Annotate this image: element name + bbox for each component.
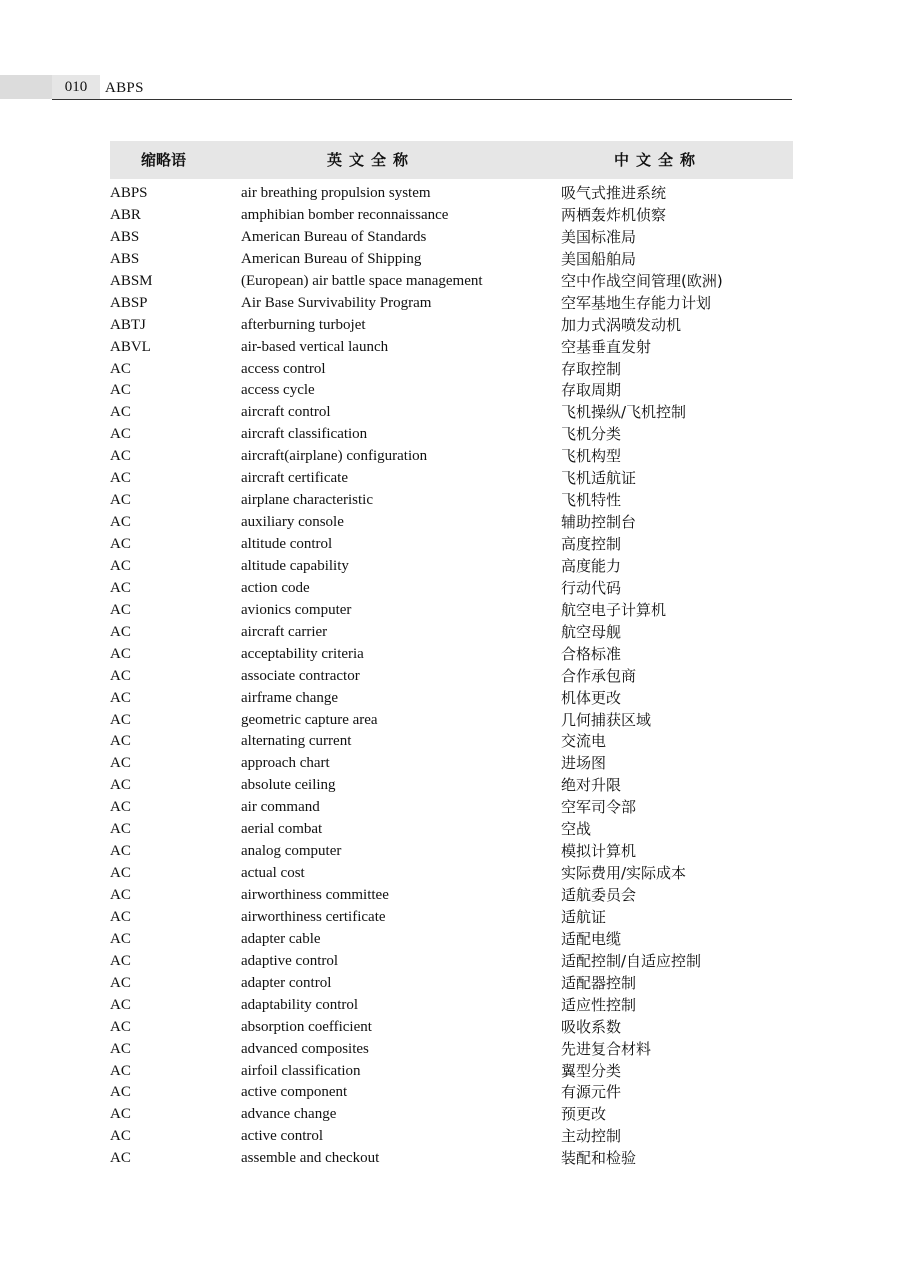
english-term-cell: absolute ceiling [241, 777, 336, 794]
english-term-cell: American Bureau of Standards [241, 228, 427, 245]
english-term-cell: advance change [241, 1106, 337, 1123]
chinese-term-cell: 存取周期 [561, 381, 622, 400]
table-row [110, 1016, 793, 1038]
table-row [110, 950, 793, 972]
chinese-term-cell: 存取控制 [561, 359, 622, 378]
table-row [110, 1125, 793, 1147]
english-term-cell: absorption coefficient [241, 1018, 372, 1035]
running-title: ABPS [105, 80, 144, 96]
english-term-cell: aircraft classification [241, 426, 368, 443]
english-term-cell: geometric capture area [241, 711, 378, 728]
table-row [110, 489, 793, 511]
chinese-term-cell: 实际费用/实际成本 [561, 864, 687, 883]
chinese-term-cell: 空战 [561, 820, 592, 839]
chinese-term-cell: 主动控制 [561, 1127, 622, 1146]
chinese-term-cell: 交流电 [561, 732, 607, 751]
table-row [110, 226, 793, 248]
table-row [110, 358, 793, 380]
abbreviation-cell: AC [110, 536, 131, 552]
chinese-term-cell: 空中作战空间管理(欧洲) [561, 271, 723, 290]
chinese-term-cell: 加力式涡喷发动机 [561, 315, 682, 334]
chinese-term-cell: 适航证 [561, 907, 607, 926]
english-term-cell: adapter control [241, 974, 332, 991]
abbreviation-cell: ABTJ [110, 316, 146, 333]
table-row [110, 1060, 793, 1082]
chinese-term-cell: 适配电缆 [561, 929, 622, 948]
chinese-term-cell: 适航委员会 [561, 886, 637, 904]
chinese-term-cell: 预更改 [561, 1105, 607, 1124]
english-term-cell: altitude capability [241, 557, 349, 574]
abbreviation-cell: AC [110, 557, 131, 574]
abbreviation-cell: AC [110, 1084, 131, 1101]
abbreviation-cell: ABR [110, 206, 141, 223]
english-term-cell: air command [241, 799, 320, 816]
chinese-term-cell: 美国船舶局 [561, 249, 637, 268]
table-row [110, 577, 793, 599]
table-row [110, 555, 793, 577]
abbreviation-cell: AC [110, 1062, 131, 1079]
table-row [110, 1038, 793, 1060]
chinese-term-cell: 适配器控制 [561, 973, 637, 992]
table-row [110, 730, 793, 752]
abbreviation-cell: AC [110, 996, 131, 1013]
chinese-term-cell: 两栖轰炸机侦察 [561, 205, 667, 224]
chinese-term-cell: 飞机适航证 [561, 469, 637, 488]
header-rule [52, 99, 792, 100]
english-term-cell: aircraft control [241, 404, 331, 421]
chinese-term-cell: 航空母舰 [561, 622, 622, 641]
abbreviation-cell: ABSM [110, 272, 153, 289]
english-term-cell: aerial combat [241, 821, 323, 838]
chinese-term-cell: 进场图 [561, 754, 607, 773]
table-row [110, 621, 793, 643]
abbreviation-cell: AC [110, 601, 131, 618]
abbreviation-cell: ABS [110, 228, 140, 245]
abbreviation-cell: AC [110, 360, 131, 377]
english-term-cell: (European) air battle space management [241, 272, 483, 289]
chinese-term-cell: 翼型分类 [561, 1061, 622, 1080]
chinese-term-cell: 机体更改 [561, 688, 622, 707]
english-term-cell: analog computer [241, 843, 342, 860]
table-row [110, 928, 793, 950]
table-row [110, 204, 793, 226]
abbreviation-cell: AC [110, 667, 131, 684]
english-term-cell: acceptability criteria [241, 645, 364, 662]
header-abbreviation: 缩略语 [141, 151, 187, 169]
abbreviation-cell: AC [110, 623, 131, 640]
table-row [110, 379, 793, 401]
english-term-cell: actual cost [241, 865, 305, 882]
table-row [110, 796, 793, 818]
table-row [110, 1103, 793, 1125]
table-row [110, 445, 793, 467]
english-term-cell: active control [241, 1128, 324, 1145]
table-row [110, 533, 793, 555]
english-term-cell: airfoil classification [241, 1062, 361, 1079]
chinese-term-cell: 空军基地生存能力计划 [561, 293, 712, 312]
table-row [110, 665, 793, 687]
abbreviation-cell: AC [110, 1128, 131, 1145]
table-row [110, 599, 793, 621]
table-row [110, 840, 793, 862]
english-term-cell: access control [241, 360, 326, 377]
english-term-cell: airworthiness certificate [241, 908, 386, 925]
chinese-term-cell: 吸收系数 [561, 1017, 622, 1036]
abbreviation-cell: AC [110, 974, 131, 991]
abbreviation-cell: AC [110, 382, 131, 399]
english-term-cell: advanced composites [241, 1040, 369, 1057]
table-row [110, 248, 793, 270]
abbreviation-cell: AC [110, 908, 131, 925]
chinese-term-cell: 飞机分类 [561, 425, 622, 444]
table-row [110, 314, 793, 336]
chinese-term-cell: 航空电子计算机 [561, 600, 667, 619]
english-term-cell: aircraft certificate [241, 470, 348, 487]
abbreviation-cell: AC [110, 930, 131, 947]
table-row [110, 643, 793, 665]
table-row [110, 270, 793, 292]
abbreviation-cell: AC [110, 1018, 131, 1035]
english-term-cell: amphibian bomber reconnaissance [241, 206, 449, 223]
abbreviation-cell: ABSP [110, 294, 148, 311]
chinese-term-cell: 飞机构型 [561, 447, 622, 466]
abbreviation-cell: AC [110, 755, 131, 772]
abbreviation-cell: AC [110, 777, 131, 794]
english-term-cell: airframe change [241, 689, 339, 706]
abbreviation-cell: AC [110, 579, 131, 596]
table-row [110, 862, 793, 884]
table-row [110, 884, 793, 906]
english-term-cell: auxiliary console [241, 514, 344, 531]
abbreviation-cell: AC [110, 733, 131, 750]
chinese-term-cell: 行动代码 [561, 578, 622, 597]
chinese-term-cell: 飞机操纵/飞机控制 [561, 403, 687, 422]
english-term-cell: altitude control [241, 536, 333, 552]
english-term-cell: adaptive control [241, 952, 339, 969]
table-row [110, 467, 793, 489]
chinese-term-cell: 装配和检验 [561, 1149, 637, 1168]
abbreviation-cell: AC [110, 865, 131, 882]
abbreviation-cell: AC [110, 1106, 131, 1123]
table-row [110, 1081, 793, 1103]
english-term-cell: adapter cable [241, 930, 321, 947]
english-term-cell: alternating current [241, 733, 352, 750]
page-edge-tab [0, 75, 52, 99]
abbreviation-cell: AC [110, 843, 131, 860]
abbreviation-cell: AC [110, 887, 131, 903]
english-term-cell: airplane characteristic [241, 492, 373, 509]
table-row [110, 1147, 793, 1169]
chinese-term-cell: 美国标准局 [561, 227, 637, 246]
table-row [110, 182, 793, 204]
table-header [110, 141, 793, 179]
table-row [110, 423, 793, 445]
abbreviation-table [110, 182, 793, 1169]
chinese-term-cell: 飞机特性 [561, 491, 622, 510]
chinese-term-cell: 合格标准 [561, 644, 622, 663]
table-row [110, 401, 793, 423]
chinese-term-cell: 适配控制/自适应控制 [561, 951, 702, 970]
chinese-term-cell: 辅助控制台 [561, 513, 637, 532]
abbreviation-cell: AC [110, 514, 131, 531]
english-term-cell: access cycle [241, 382, 315, 399]
english-term-cell: American Bureau of Shipping [241, 250, 422, 267]
english-term-cell: action code [241, 579, 310, 596]
table-row [110, 774, 793, 796]
abbreviation-cell: ABPS [110, 185, 148, 201]
chinese-term-cell: 先进复合材料 [561, 1039, 652, 1058]
abbreviation-cell: AC [110, 799, 131, 816]
chinese-term-cell: 合作承包商 [561, 666, 637, 685]
table-row [110, 752, 793, 774]
chinese-term-cell: 绝对升限 [561, 776, 622, 795]
table-row [110, 336, 793, 358]
chinese-term-cell: 吸气式推进系统 [561, 184, 667, 202]
abbreviation-cell: AC [110, 711, 131, 728]
header-english: 英文全称 [327, 151, 416, 169]
abbreviation-cell: AC [110, 492, 131, 509]
table-row [110, 511, 793, 533]
abbreviation-cell: AC [110, 821, 131, 838]
abbreviation-cell: ABS [110, 250, 140, 267]
abbreviation-cell: AC [110, 645, 131, 662]
chinese-term-cell: 空军司令部 [561, 798, 637, 817]
english-term-cell: Air Base Survivability Program [241, 294, 432, 311]
abbreviation-cell: AC [110, 404, 131, 421]
english-term-cell: afterburning turbojet [241, 316, 366, 333]
english-term-cell: associate contractor [241, 667, 360, 684]
table-row [110, 709, 793, 731]
abbreviation-cell: AC [110, 448, 131, 465]
header-chinese: 中文全称 [614, 151, 703, 169]
english-term-cell: aircraft carrier [241, 623, 328, 640]
english-term-cell: avionics computer [241, 601, 352, 618]
english-term-cell: aircraft(airplane) configuration [241, 448, 428, 465]
chinese-term-cell: 模拟计算机 [561, 842, 637, 861]
chinese-term-cell: 高度能力 [561, 556, 622, 575]
english-term-cell: active component [241, 1084, 348, 1101]
english-term-cell: airworthiness committee [241, 887, 389, 903]
english-term-cell: approach chart [241, 755, 330, 772]
table-row [110, 906, 793, 928]
abbreviation-cell: AC [110, 1150, 131, 1167]
abbreviation-cell: AC [110, 470, 131, 487]
chinese-term-cell: 高度控制 [561, 535, 622, 553]
english-term-cell: assemble and checkout [241, 1150, 380, 1167]
page-number: 010 [52, 75, 100, 99]
table-row [110, 292, 793, 314]
table-row [110, 687, 793, 709]
english-term-cell: air-based vertical launch [241, 338, 389, 355]
english-term-cell: air breathing propulsion system [241, 185, 431, 201]
english-term-cell: adaptability control [241, 996, 359, 1013]
abbreviation-cell: ABVL [110, 338, 151, 355]
table-row [110, 972, 793, 994]
abbreviation-cell: AC [110, 952, 131, 969]
abbreviation-cell: AC [110, 1040, 131, 1057]
chinese-term-cell: 空基垂直发射 [561, 337, 652, 356]
chinese-term-cell: 几何捕获区域 [561, 710, 652, 729]
chinese-term-cell: 适应性控制 [561, 995, 637, 1014]
table-row [110, 818, 793, 840]
abbreviation-cell: AC [110, 426, 131, 443]
abbreviation-cell: AC [110, 689, 131, 706]
chinese-term-cell: 有源元件 [561, 1083, 622, 1102]
table-row [110, 994, 793, 1016]
